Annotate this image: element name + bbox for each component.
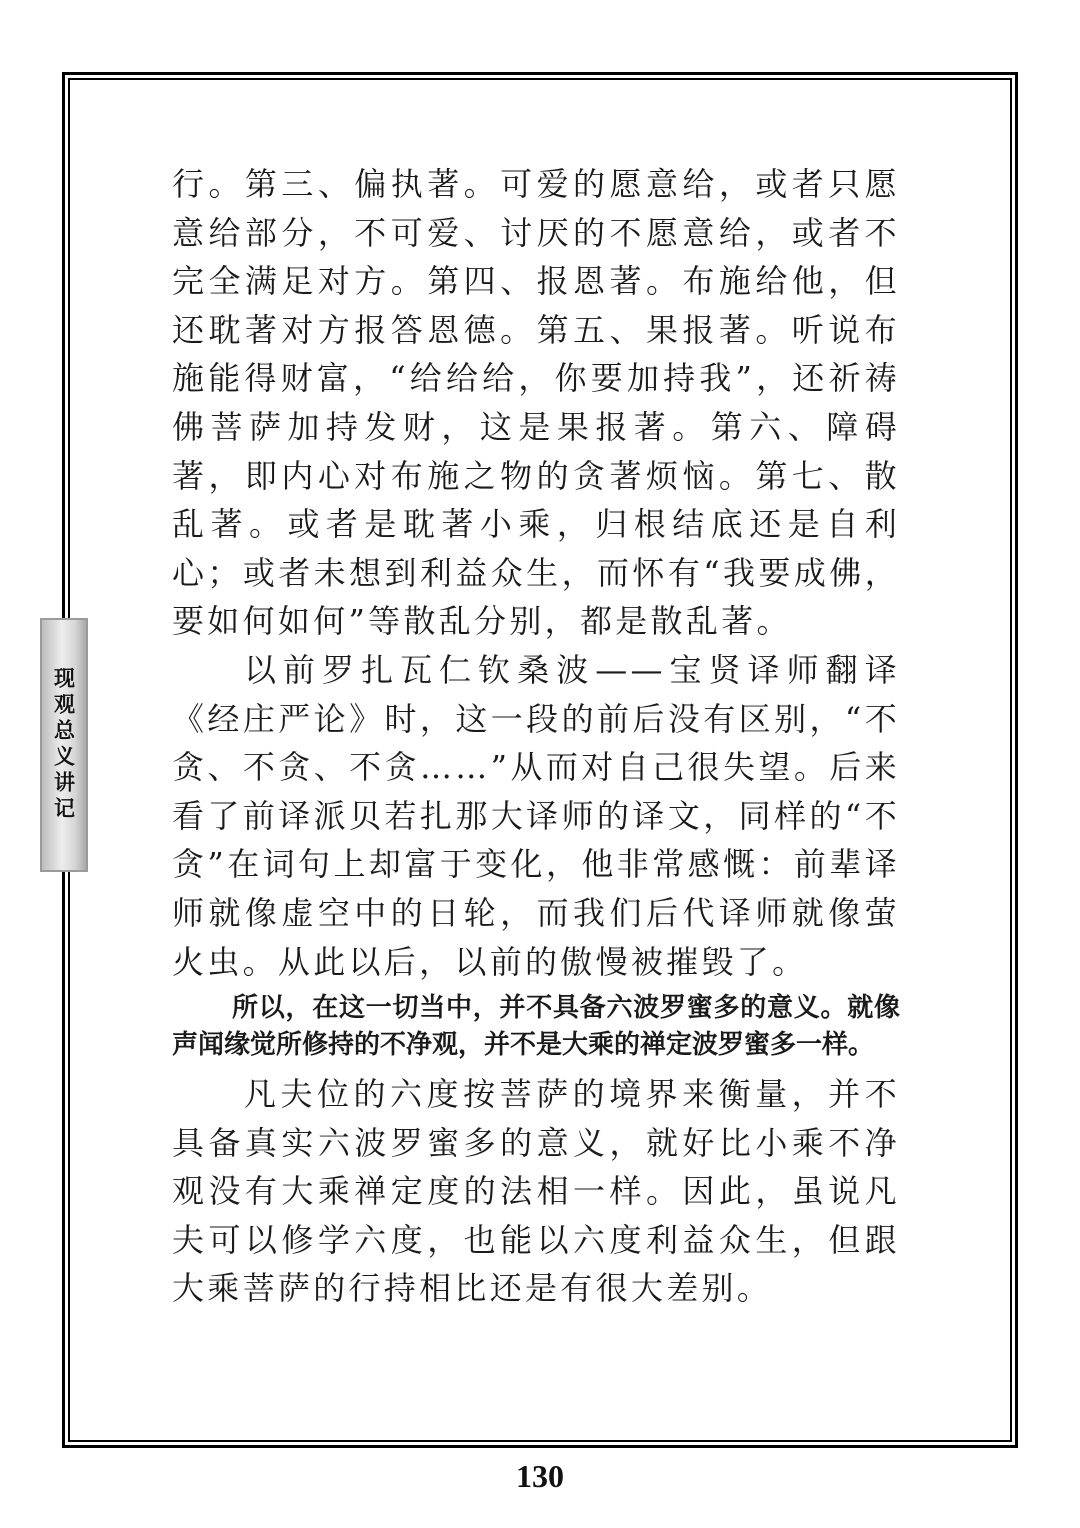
page-number: 130: [516, 1458, 564, 1494]
side-tab: [40, 618, 88, 872]
paragraph-3-quote: 所以，在这一切当中，并不具备六波罗蜜多的意义。就像声闻缘觉所修持的不净观，并不是大乘的禅定波罗蜜多一样。: [172, 993, 900, 1061]
paragraph-1: 行。第三、偏执著。可爱的愿意给，或者只愿意给部分，不可爱、讨厌的不愿意给，或者不完全满足对方。第四、报恩著。布施给他，但还耽著对方报答恩德。第五、果报著。听说布施能得财富，“给给给，你要加持我”，还祈祷佛菩萨加持发财，这是果报著。第六、障碍著，即内心对布施之物的贪著烦恼。第七、散乱著。或者是耽著小乘，归根结底还是自利心；或者未想到利益众生，而怀有“我要成佛，要如何如何”等散乱分别，都是散乱著。: [172, 165, 900, 641]
paragraph-4: 凡夫位的六度按菩萨的境界来衡量，并不具备真实六波罗蜜多的意义，就好比小乘不净观没有大乘禅定度的法相一样。因此，虽说凡夫可以修学六度，也能以六度利益众生，但跟大乘菩萨的行持相比还是有很大差别。: [172, 1075, 900, 1308]
paragraph-2: 以前罗扎瓦仁钦桑波——宝贤译师翻译《经庄严论》时，这一段的前后没有区别，“不贪、不贪、不贪……”从而对自己很失望。后来看了前译派贝若扎那大译师的译文，同样的“不贪”在词句上却富于变化，他非常感慨：前辈译师就像虚空中的日轮，而我们后代译师就像萤火虫。从此以后，以前的傲慢被摧毁了。: [172, 650, 900, 981]
main-text: [172, 160, 900, 1313]
side-tab-title: 现观总义讲记: [51, 667, 77, 823]
